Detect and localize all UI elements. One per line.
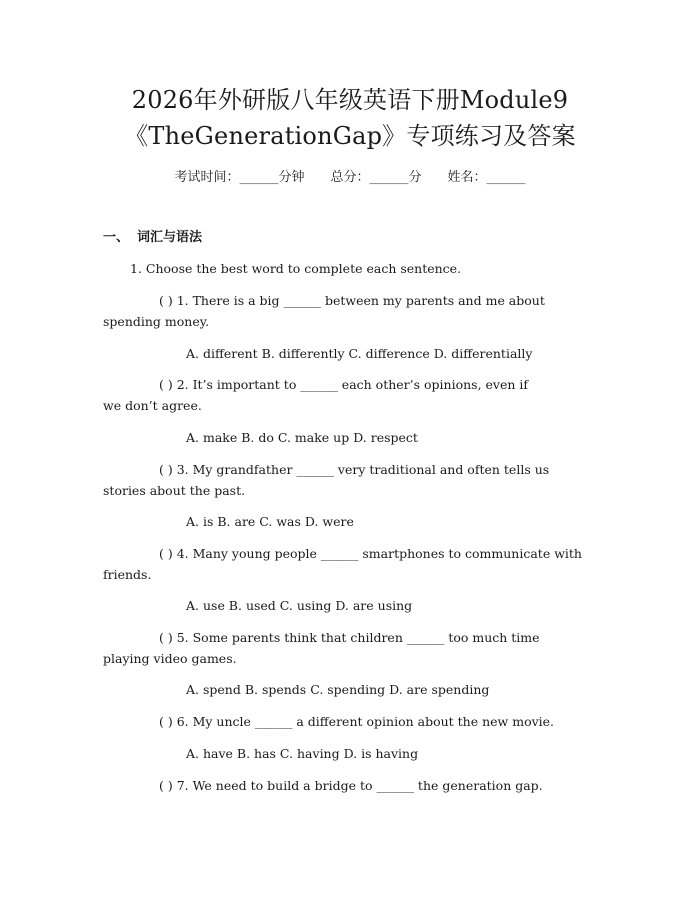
exam-score-label: 总分：______分	[330, 170, 422, 185]
question-4-options: A. use B. used C. using D. are using	[186, 598, 413, 613]
section-title: 词汇与语法	[137, 230, 203, 245]
question-7-stem: ( ) 7. We need to build a bridge to ______ the generation gap.	[159, 778, 543, 793]
question-1-continuation: spending money.	[103, 314, 210, 329]
question-1-options: A. different B. differently C. difference D. differentially	[186, 346, 533, 361]
section-number: 一、	[103, 230, 130, 245]
instruction-text: 1. Choose the best word to complete each sentence.	[130, 261, 462, 276]
question-6-stem: ( ) 6. My uncle ______ a different opinion about the new movie.	[159, 714, 555, 729]
question-5-continuation: playing video games.	[103, 651, 237, 666]
question-3-stem: ( ) 3. My grandfather ______ very traditional and often tells us	[159, 462, 550, 477]
question-2-options: A. make B. do C. make up D. respect	[186, 430, 418, 445]
question-4-stem: ( ) 4. Many young people ______ smartphones to communicate with	[159, 546, 582, 561]
section-heading	[103, 228, 202, 248]
question-2-stem: ( ) 2. It’s important to ______ each other’s opinions, even if	[159, 377, 529, 392]
question-5-options: A. spend B. spends C. spending D. are spending	[186, 682, 490, 697]
exam-meta	[0, 168, 700, 188]
question-4-continuation: friends.	[103, 567, 152, 582]
question-3-options: A. is B. are C. was D. were	[186, 514, 354, 529]
document-title-line1: 2026年外研版八年级英语下册Module9	[131, 86, 569, 114]
question-5-stem: ( ) 5. Some parents think that children ______ too much time	[159, 630, 540, 645]
question-2-continuation: we don’t agree.	[103, 398, 202, 413]
question-6-options: A. have B. has C. having D. is having	[186, 746, 419, 761]
question-3-continuation: stories about the past.	[103, 483, 246, 498]
document-title-line2: 《TheGenerationGap》专项练习及答案	[124, 122, 576, 150]
exam-time-label: 考试时间：______分钟	[174, 170, 305, 185]
exam-name-label: 姓名：______	[447, 170, 526, 185]
question-1-stem: ( ) 1. There is a big ______ between my parents and me about	[159, 293, 545, 308]
